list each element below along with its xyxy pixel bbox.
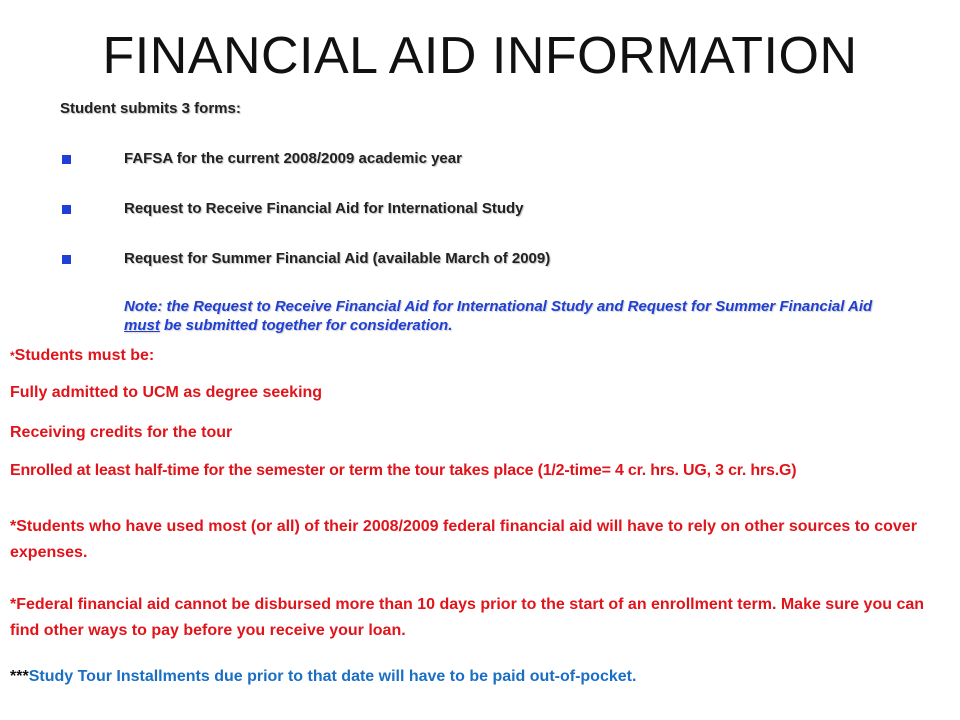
square-bullet-icon — [62, 205, 71, 214]
square-bullet-icon — [62, 255, 71, 264]
requirement-item: Receiving credits for the tour — [10, 424, 233, 441]
disbursement-note: *Federal financial aid cannot be disbursed more than 10 days prior to the start of an enrollment term. Make sure you can find other ways to pay before you receive your loan. — [10, 596, 925, 639]
square-bullet-icon — [62, 155, 71, 164]
requirement-item: Fully admitted to UCM as degree seeking — [10, 384, 323, 401]
installments-note: ***Study Tour Installments due prior to that date will have to be paid out-of-pocket. — [10, 668, 637, 685]
aid-usage-note: *Students who have used most (or all) of their 2008/2009 federal financial aid will have to rely on other sources to cover expenses. — [10, 518, 917, 561]
list-item-label: Request for Summer Financial Aid (available March of 2009) — [124, 250, 551, 267]
page-title: FINANCIAL AID INFORMATION — [102, 27, 858, 85]
submission-note: Note: the Request to Receive Financial Aid for International Study and Request for Summer Financial Aid must be submitted together for consideration. — [124, 298, 873, 334]
list-item-label: Request to Receive Financial Aid for International Study — [124, 200, 524, 217]
intro-text: Student submits 3 forms: — [60, 100, 241, 117]
requirements-heading: *Students must be: — [10, 347, 155, 364]
requirement-item: Enrolled at least half-time for the semester or term the tour takes place (1/2-time= 4 cr. hrs. UG, 3 cr. hrs.G) — [10, 462, 797, 479]
emphasis-must: must — [124, 317, 160, 334]
list-item-label: FAFSA for the current 2008/2009 academic year — [124, 150, 462, 167]
